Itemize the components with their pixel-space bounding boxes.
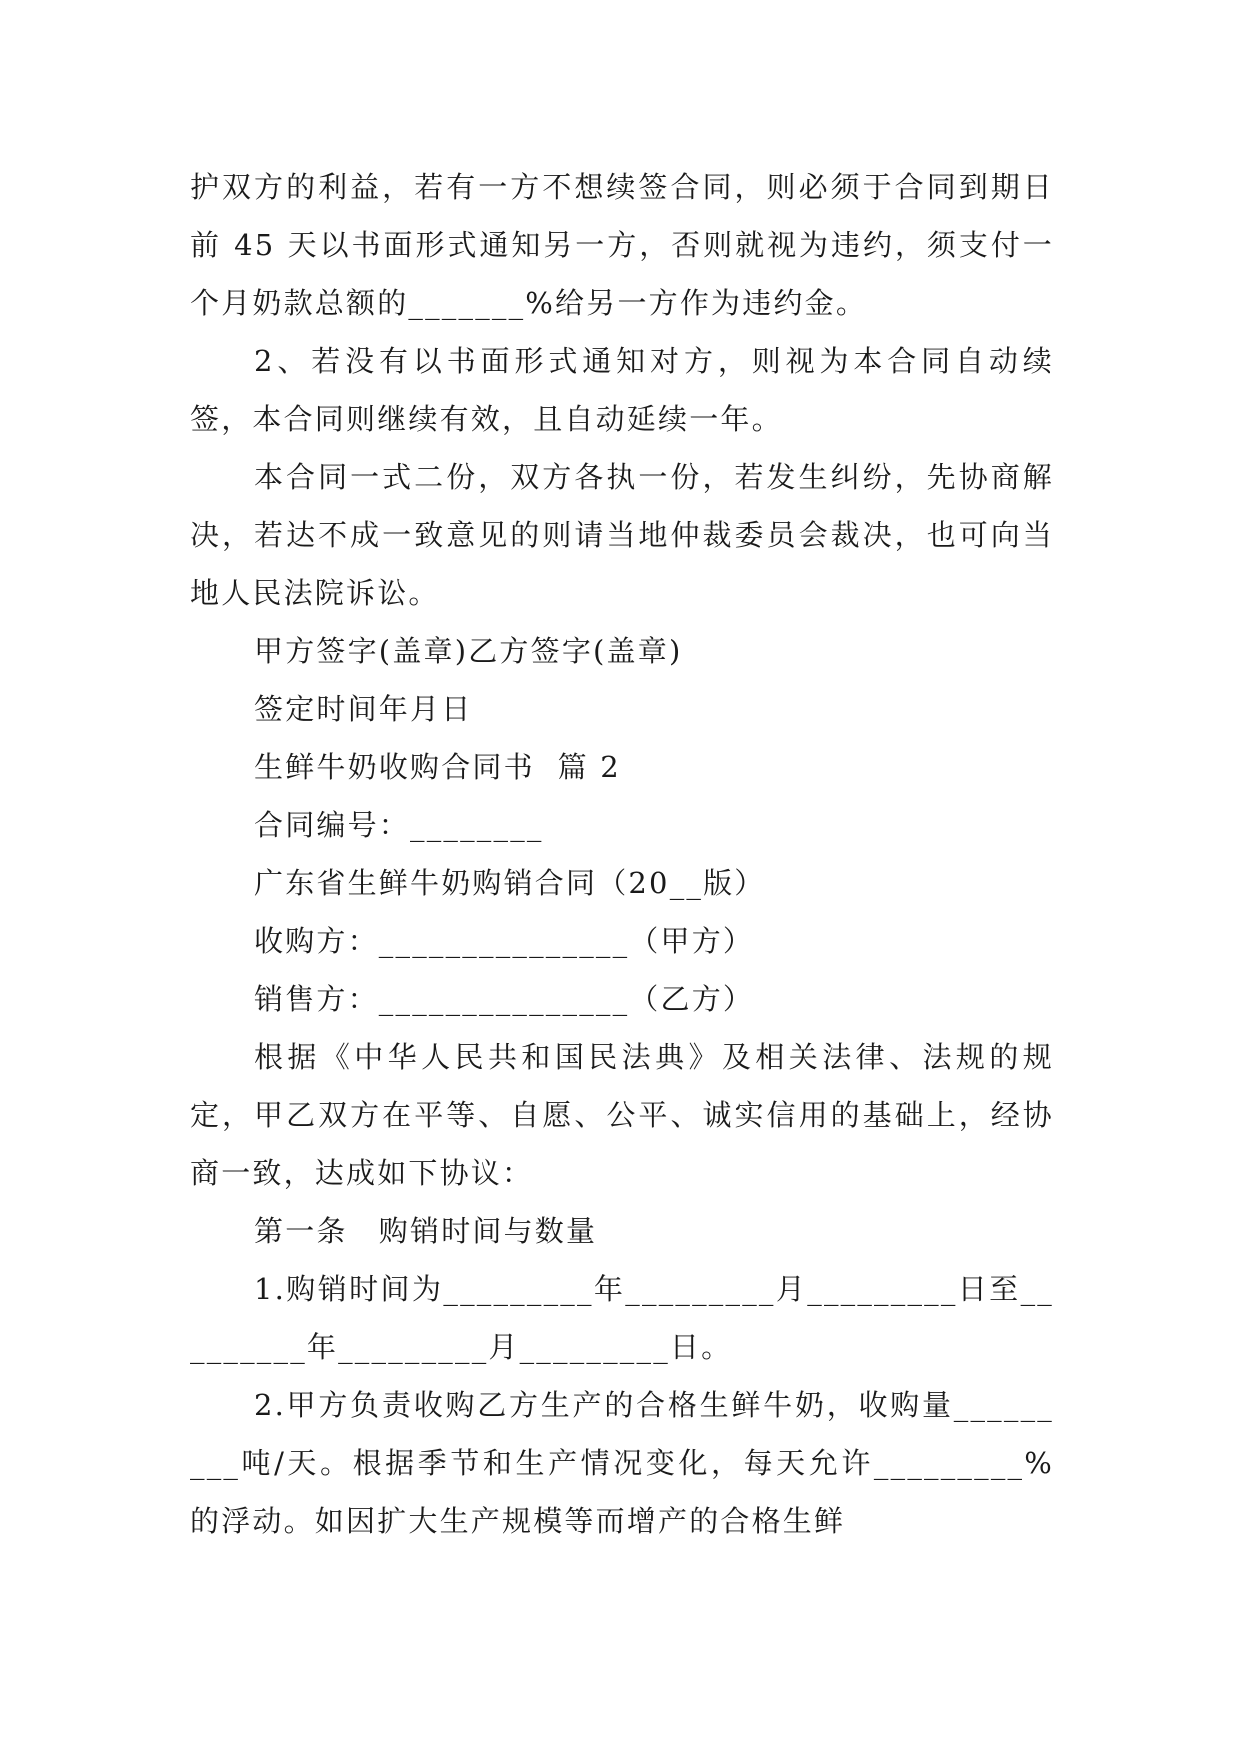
paragraph-legal-basis: 根据《中华人民共和国民法典》及相关法律、法规的规定，甲乙双方在平等、自愿、公平、诚实信用的基础上，经协商一致，达成如下协议：: [190, 1040, 1054, 1190]
contract-number-line: 合同编号：________: [254, 808, 544, 842]
clause-purchase-period: 1.购销时间为_________年_________月_________日至_________年_________月_________日。: [190, 1272, 1054, 1364]
section-title: 生鲜牛奶收购合同书 篇 2: [254, 750, 621, 784]
paragraph-copies-dispute: 本合同一式二份，双方各执一份，若发生纠纷，先协商解决，若达不成一致意见的则请当地仲裁委员会裁决，也可向当地人民法院诉讼。: [190, 460, 1054, 610]
document-body: [190, 158, 1054, 1550]
paragraph-auto-renewal: 2、若没有以书面形式通知对方，则视为本合同自动续签，本合同则继续有效，且自动延续一年。: [190, 344, 1054, 436]
paragraph-renewal-notice: 护双方的利益，若有一方不想续签合同，则必须于合同到期日前 45 天以书面形式通知另一方，否则就视为违约，须支付一个月奶款总额的_______%给另一方作为违约金。: [190, 170, 1054, 320]
article-one-heading: 第一条 购销时间与数量: [254, 1214, 598, 1248]
seller-line: 销售方：_______________（乙方）: [254, 982, 755, 1016]
clause-purchase-quantity: 2.甲方负责收购乙方生产的合格生鲜牛奶，收购量_________吨/天。根据季节和生产情况变化，每天允许_________%的浮动。如因扩大生产规模等而增产的合格生鲜: [190, 1388, 1054, 1538]
signature-line: 甲方签字(盖章)乙方签字(盖章): [254, 634, 683, 668]
buyer-line: 收购方：_______________（甲方）: [254, 924, 755, 958]
signing-date-line: 签定时间年月日: [254, 692, 473, 726]
contract-heading: 广东省生鲜牛奶购销合同（20__版）: [254, 866, 766, 900]
